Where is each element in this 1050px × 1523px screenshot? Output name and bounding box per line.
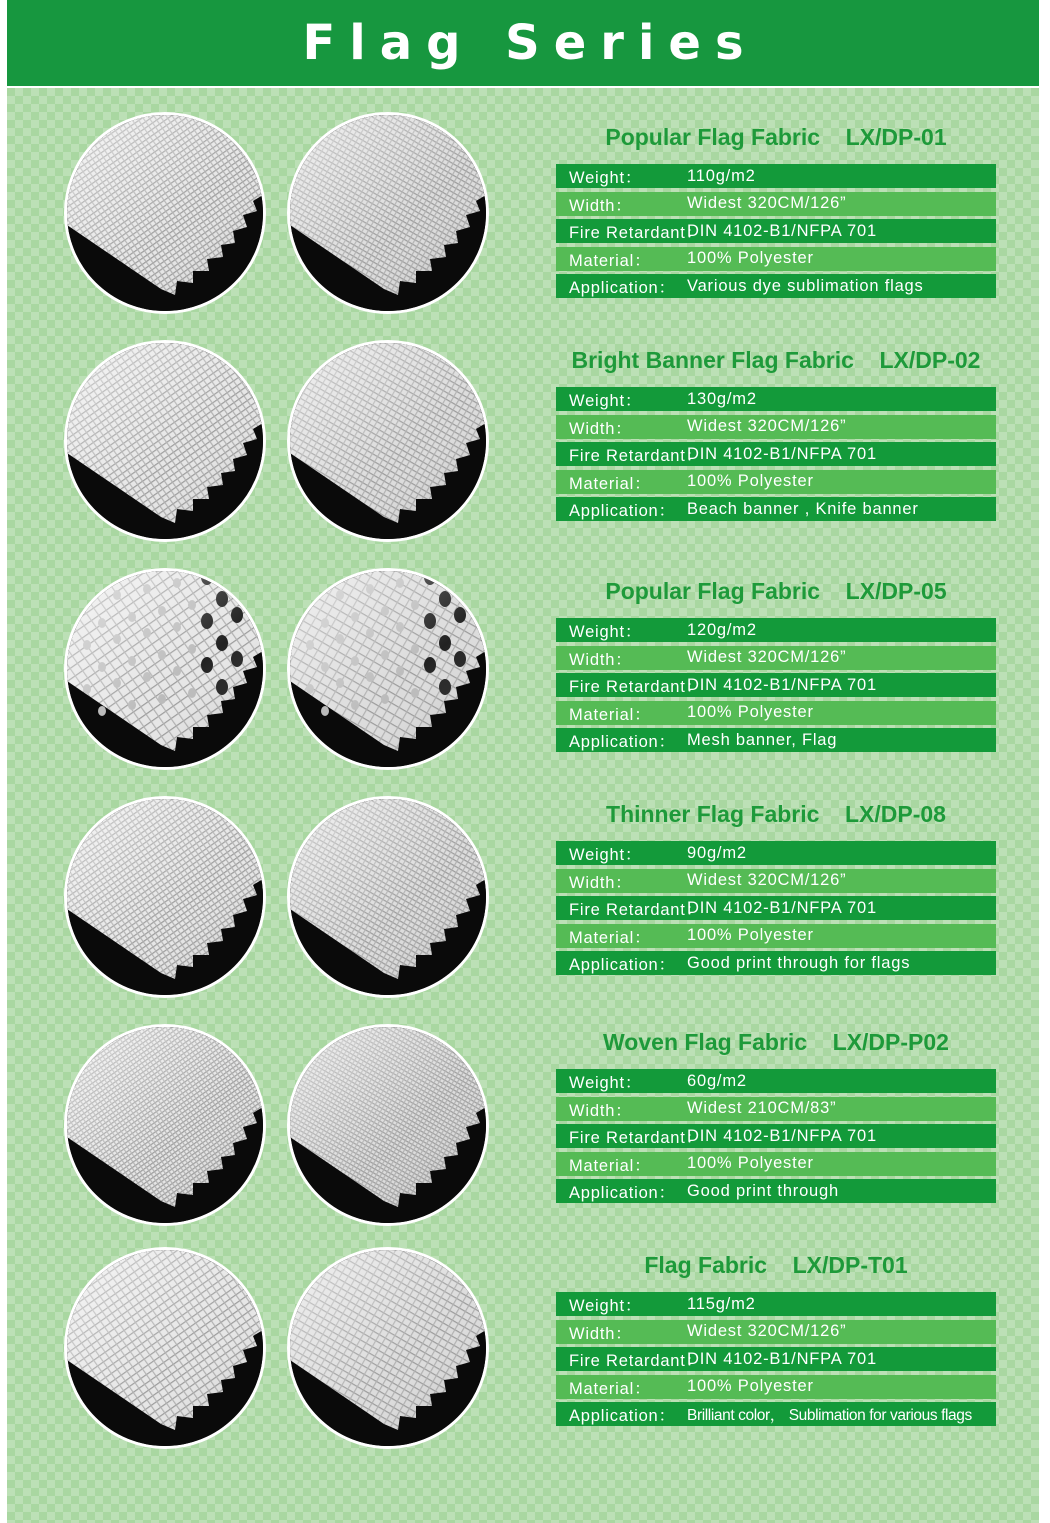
- spec-row: [556, 1292, 996, 1316]
- spec-label: Application：: [569, 1184, 676, 1203]
- product-title: [556, 801, 996, 828]
- spec-row: [556, 1347, 996, 1371]
- spec-row: [556, 896, 996, 920]
- spec-table: [556, 1292, 996, 1430]
- spec-value: DIN 4102-B1/NFPA 701: [687, 898, 877, 917]
- fabric-swatch-closeup-image: [287, 1247, 489, 1449]
- spec-value: Brilliant color， Sublimation for various flags: [687, 1407, 972, 1425]
- spec-row: [556, 1320, 996, 1344]
- spec-row: [556, 442, 996, 466]
- spec-label: Application：: [569, 502, 676, 521]
- spec-label: Fire Retardant：: [569, 447, 703, 466]
- fabric-swatch-image: [64, 568, 266, 770]
- spec-label: Width：: [569, 1324, 633, 1343]
- spec-row: [556, 646, 996, 670]
- product-name: Thinner Flag Fabric: [606, 801, 820, 827]
- spec-value: 100% Polyester: [687, 249, 814, 268]
- spec-label: Fire Retardant：: [569, 1129, 703, 1148]
- spec-row: [556, 1179, 996, 1203]
- spec-row: [556, 415, 996, 439]
- fabric-swatch-closeup-image: [287, 1024, 489, 1226]
- spec-value: 115g/m2: [687, 1294, 756, 1313]
- spec-row: [556, 192, 996, 216]
- spec-value: Widest 210CM/83”: [687, 1099, 837, 1118]
- spec-label: Width：: [569, 873, 633, 892]
- spec-value: 90g/m2: [687, 843, 747, 862]
- spec-value: 60g/m2: [687, 1071, 747, 1090]
- spec-label: Application：: [569, 279, 676, 298]
- spec-row: [556, 1097, 996, 1121]
- product-name: Bright Banner Flag Fabric: [571, 347, 854, 373]
- spec-row: [556, 1375, 996, 1399]
- fabric-swatch-closeup-image: [287, 112, 489, 314]
- spec-row: [556, 1124, 996, 1148]
- spec-value: 100% Polyester: [687, 1154, 814, 1173]
- spec-value: 100% Polyester: [687, 703, 814, 722]
- spec-value: DIN 4102-B1/NFPA 701: [687, 675, 877, 694]
- spec-value: Widest 320CM/126”: [687, 871, 847, 890]
- spec-label: Material：: [569, 251, 652, 270]
- spec-table: [556, 841, 996, 979]
- spec-label: Material：: [569, 1156, 652, 1175]
- spec-value: DIN 4102-B1/NFPA 701: [687, 1349, 877, 1368]
- spec-row: [556, 274, 996, 298]
- product-name: Popular Flag Fabric: [605, 124, 821, 150]
- fabric-swatch-image: [64, 796, 266, 998]
- product-code: LX/DP-08: [845, 801, 946, 827]
- spec-row: [556, 164, 996, 188]
- spec-value: DIN 4102-B1/NFPA 701: [687, 1126, 877, 1145]
- fabric-swatch-closeup-image: [287, 340, 489, 542]
- spec-row: [556, 1402, 996, 1426]
- product-name: Woven Flag Fabric: [603, 1029, 808, 1055]
- spec-row: [556, 1152, 996, 1176]
- spec-row: [556, 618, 996, 642]
- spec-value: 130g/m2: [687, 389, 757, 408]
- fabric-swatch-image: [64, 340, 266, 542]
- product-title: [556, 1252, 996, 1279]
- spec-row: [556, 701, 996, 725]
- spec-table: [556, 387, 996, 525]
- product-section: [0, 340, 1050, 570]
- spec-label: Weight：: [569, 1297, 643, 1315]
- product-name: Popular Flag Fabric: [605, 578, 821, 604]
- spec-value: 120g/m2: [687, 620, 757, 639]
- product-title: [556, 347, 996, 374]
- spec-label: Application：: [569, 956, 676, 975]
- spec-row: [556, 219, 996, 243]
- spec-row: [556, 1069, 996, 1093]
- spec-label: Weight：: [569, 392, 643, 410]
- product-code: LX/DP-02: [879, 347, 981, 373]
- product-section: [0, 1024, 1050, 1254]
- spec-row: [556, 673, 996, 697]
- product-name: Flag Fabric: [644, 1252, 768, 1278]
- spec-value: Widest 320CM/126”: [687, 194, 847, 213]
- spec-value: Good print through: [687, 1181, 839, 1200]
- product-title: [556, 578, 996, 605]
- spec-value: Widest 320CM/126”: [687, 1322, 847, 1341]
- spec-value: Widest 320CM/126”: [687, 417, 847, 436]
- product-code: LX/DP-P02: [832, 1029, 949, 1055]
- spec-row: [556, 924, 996, 948]
- spec-label: Material：: [569, 928, 652, 947]
- spec-table: [556, 618, 996, 756]
- spec-row: [556, 470, 996, 494]
- fabric-swatch-image: [64, 112, 266, 314]
- spec-value: 100% Polyester: [687, 472, 814, 491]
- spec-label: Application：: [569, 733, 676, 752]
- product-code: LX/DP-05: [845, 578, 947, 604]
- spec-value: 100% Polyester: [687, 1377, 814, 1396]
- page-header: [7, 0, 1039, 86]
- spec-label: Width：: [569, 650, 633, 669]
- spec-label: Fire Retardant：: [569, 224, 703, 243]
- spec-row: [556, 841, 996, 865]
- spec-label: Material：: [569, 474, 652, 493]
- spec-value: 100% Polyester: [687, 926, 814, 945]
- spec-value: DIN 4102-B1/NFPA 701: [687, 444, 877, 463]
- spec-value: 110g/m2: [687, 166, 756, 185]
- spec-label: Weight：: [569, 169, 643, 187]
- product-section: [0, 796, 1050, 1026]
- spec-value: Good print through for flags: [687, 953, 911, 972]
- spec-label: Material：: [569, 705, 652, 724]
- product-code: LX/DP-01: [845, 124, 947, 150]
- spec-label: Width：: [569, 419, 633, 438]
- spec-label: Width：: [569, 196, 633, 215]
- product-title: [556, 1029, 996, 1056]
- fabric-swatch-closeup-image: [287, 568, 489, 770]
- product-title: [556, 124, 996, 151]
- product-section: [0, 112, 1050, 342]
- spec-row: [556, 951, 996, 975]
- page-title: Flag Series: [302, 15, 758, 71]
- spec-label: Weight：: [569, 846, 643, 864]
- spec-label: Weight：: [569, 1074, 643, 1092]
- spec-row: [556, 387, 996, 411]
- product-section: [0, 568, 1050, 798]
- fabric-swatch-image: [64, 1247, 266, 1449]
- spec-row: [556, 497, 996, 521]
- spec-label: Width：: [569, 1101, 633, 1120]
- spec-row: [556, 247, 996, 271]
- spec-value: Widest 320CM/126”: [687, 648, 847, 667]
- product-code: LX/DP-T01: [792, 1252, 908, 1278]
- spec-row: [556, 869, 996, 893]
- spec-label: Fire Retardant：: [569, 901, 703, 920]
- fabric-swatch-image: [64, 1024, 266, 1226]
- spec-label: Application：: [569, 1407, 676, 1426]
- fabric-swatch-closeup-image: [287, 796, 489, 998]
- spec-value: Beach banner , Knife banner: [687, 499, 919, 518]
- spec-value: Mesh banner, Flag: [687, 730, 838, 749]
- spec-label: Material：: [569, 1379, 652, 1398]
- spec-label: Weight：: [569, 623, 643, 641]
- spec-table: [556, 164, 996, 302]
- spec-value: DIN 4102-B1/NFPA 701: [687, 221, 877, 240]
- spec-row: [556, 728, 996, 752]
- spec-value: Various dye sublimation flags: [687, 276, 924, 295]
- spec-table: [556, 1069, 996, 1207]
- spec-label: Fire Retardant：: [569, 1352, 703, 1371]
- product-section: [0, 1247, 1050, 1477]
- spec-label: Fire Retardant：: [569, 678, 703, 697]
